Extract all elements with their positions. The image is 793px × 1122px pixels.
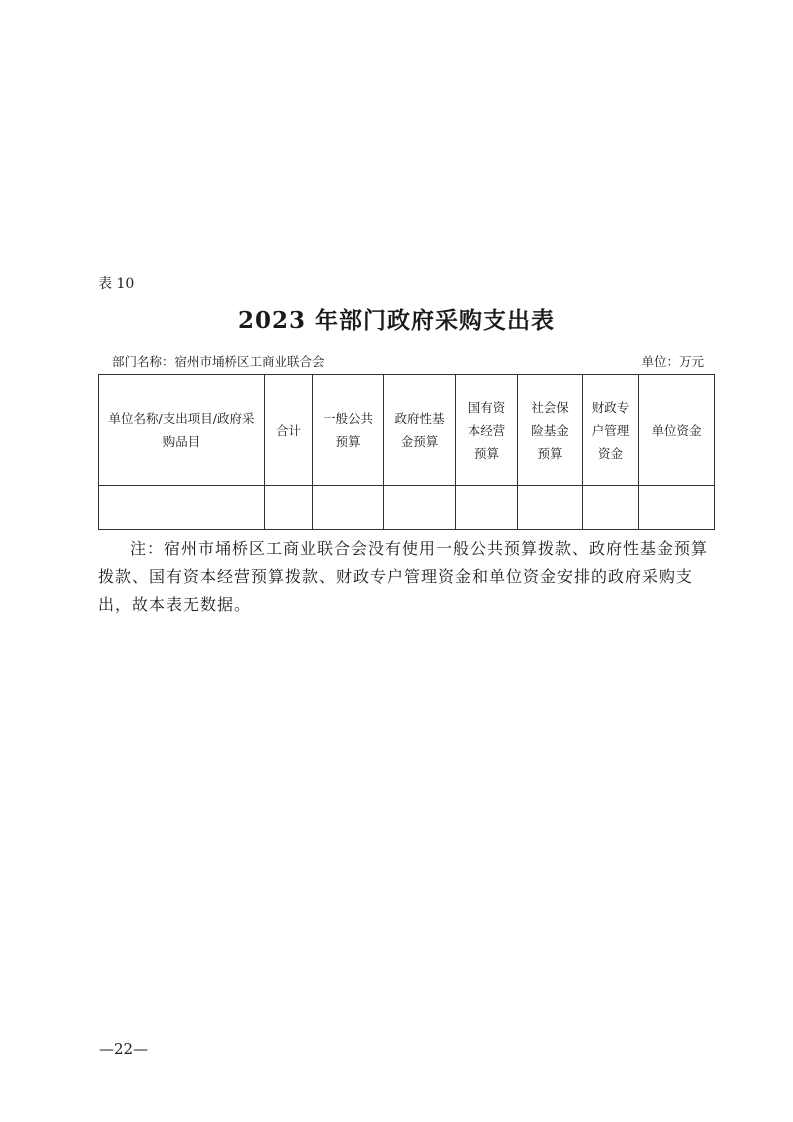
header-social-insurance-budget: 社会保险基金预算	[518, 375, 583, 486]
table-cell	[518, 486, 583, 530]
header-unit-name: 单位名称/支出项目/政府采购品目	[99, 375, 265, 486]
header-unit-funds: 单位资金	[639, 375, 715, 486]
header-total: 合计	[265, 375, 313, 486]
table-label: 表 10	[98, 276, 135, 292]
department-name: 部门名称：宿州市埇桥区工商业联合会	[112, 354, 325, 369]
header-state-capital-budget: 国有资本经营预算	[456, 375, 518, 486]
header-fiscal-account-funds: 财政专户管理资金	[583, 375, 639, 486]
table-note: 注：宿州市埇桥区工商业联合会没有使用一般公共预算拨款、政府性基金预算拨款、国有资本经营预算拨款、财政专户管理资金和单位资金安排的政府采购支出，故本表无数据。	[98, 539, 709, 614]
unit-label: 单位：万元	[641, 354, 704, 369]
table-cell	[265, 486, 313, 530]
header-row	[99, 375, 715, 486]
table-cell	[583, 486, 639, 530]
table-cell	[313, 486, 384, 530]
page-number: —22—	[99, 1040, 149, 1058]
header-general-budget: 一般公共预算	[313, 375, 384, 486]
table-cell	[639, 486, 715, 530]
table-cell	[384, 486, 456, 530]
table-cell	[456, 486, 518, 530]
page-title: 2023 年部门政府采购支出表	[237, 307, 556, 334]
header-gov-fund-budget: 政府性基金预算	[384, 375, 456, 486]
table-row	[99, 486, 715, 530]
table-cell	[99, 486, 265, 530]
procurement-table	[98, 374, 715, 530]
